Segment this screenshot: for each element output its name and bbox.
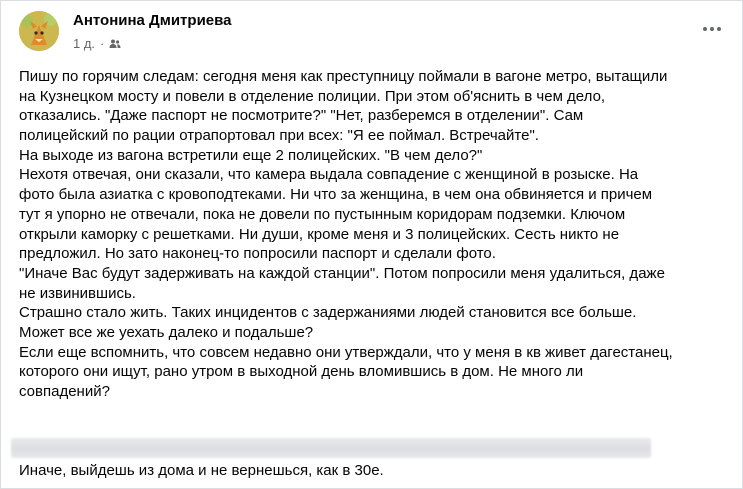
post-text-line: полицейский по рации отрапортовал при всех: "Я ее поймал. Встречайте". [19, 127, 539, 145]
post-text-line: на Кузнецком мосту и повели в отделение полиции. При этом об'яснить в чем дело, [19, 87, 606, 105]
post-text-line: открыли каморку с решетками. Ни души, кроме меня и 3 полицейских. Сесть никто не [19, 225, 620, 243]
post-text-last-line: Иначе, выйдешь из дома и не вернешься, как в 30е. [19, 462, 384, 479]
post-meta [73, 36, 121, 51]
post-text-line: фото была азиатка с кровоподтеками. Ни что за женщина, в чем она обвиняется и причем [19, 186, 653, 204]
post-text-line: совпадений? [19, 383, 110, 400]
cartoon-fox-avatar-icon [19, 11, 59, 51]
author-avatar[interactable] [19, 11, 59, 51]
meta-separator: · [100, 36, 105, 51]
post-text-line: предложил. Но зато наконец-то попросили паспорт и сделали фото. [19, 245, 496, 263]
redacted-line [11, 438, 651, 458]
post-text-line: Если еще вспомнить, что совсем недавно они утверждали, что у меня в кв живет дагестанец, [19, 343, 673, 361]
post-text-line: "Иначе Вас будут задерживать на каждой станции". Потом попросили меня удалиться, даже [19, 264, 665, 282]
post-text-line: тут я упорно не отвечали, пока не довели по пустынным коридорам подземки. Ключом [19, 205, 626, 223]
post-text-line: не извинившись. [19, 284, 136, 302]
post-time[interactable]: 1 д. [73, 36, 96, 51]
more-options-icon [702, 26, 722, 32]
post-header [1, 1, 742, 61]
post-text-line: которого они ищут, рано утром в выходной день вломившись в дом. Не много ли [19, 363, 584, 381]
post-text-line: Может все же уехать далеко и подальше? [19, 323, 314, 341]
post-text-line: Пишу по горячим следам: сегодня меня как преступницу поймали в вагоне метро, вытащили [19, 68, 668, 85]
post-text-line: Нехотя отвечая, они сказали, что камера выдала совпадение с женщиной в розыске. На [19, 166, 639, 184]
author-name[interactable]: Антонина Дмитриева [73, 12, 232, 29]
friends-icon[interactable] [109, 38, 121, 50]
post-text-line: На выходе из вагона встретили еще 2 полицейских. "В чем дело?" [19, 146, 483, 164]
post-text-line: Страшно стало жить. Таких инцидентов с задержаниями людей становится все больше. [19, 304, 637, 322]
post-body [19, 67, 727, 402]
more-options-button[interactable] [700, 19, 724, 39]
post-text-line: отказались. "Даже паспорт не посмотрите?" "Нет, разберемся в отделении". Сам [19, 107, 584, 125]
